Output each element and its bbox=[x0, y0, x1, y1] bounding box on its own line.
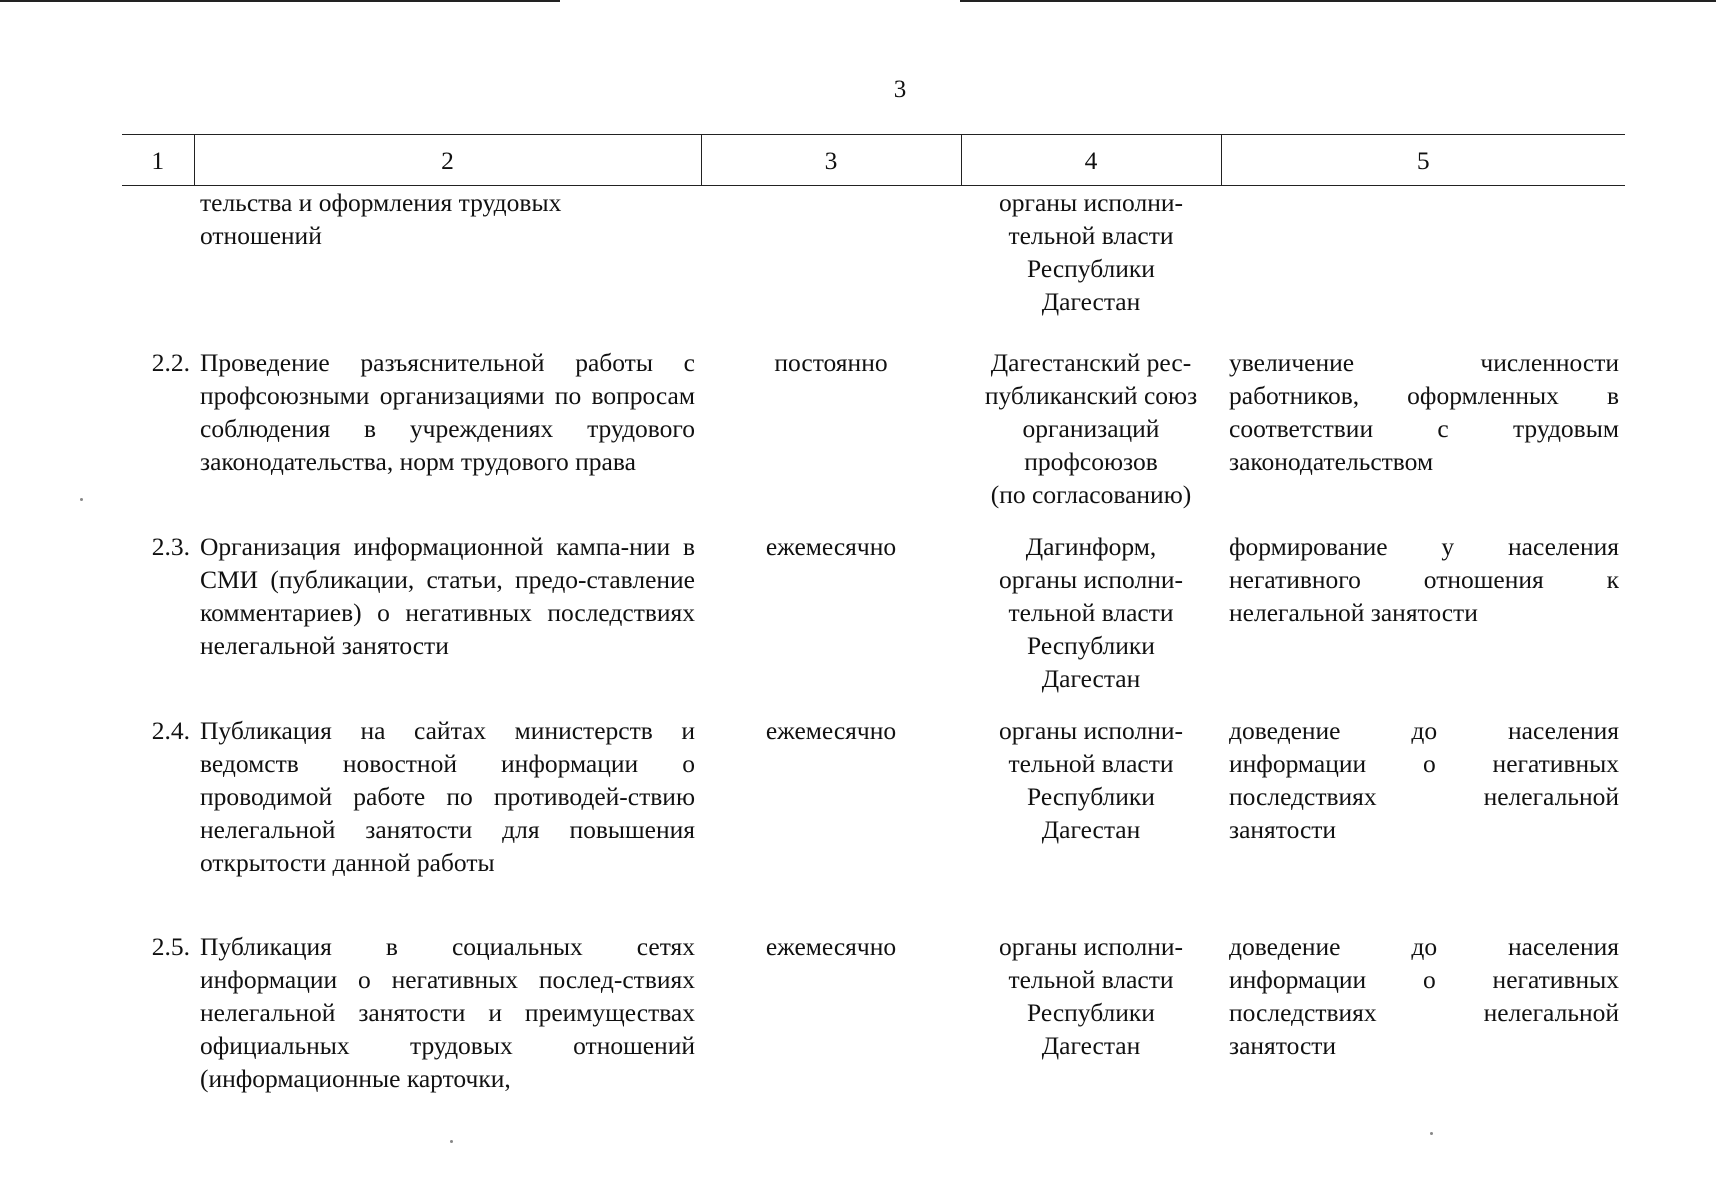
row-term: ежемесячно bbox=[765, 932, 897, 961]
row-action: тельства и оформления трудовых отношений bbox=[200, 188, 562, 250]
row-result bbox=[1221, 186, 1625, 347]
row-term: постоянно bbox=[774, 348, 888, 377]
table-row bbox=[122, 530, 1625, 714]
row-number: 2.2. bbox=[151, 348, 190, 377]
column-header-2: 2 bbox=[194, 135, 701, 186]
row-executor: Дагинформ, органы исполни- тельной власти Республики Дагестан bbox=[999, 532, 1183, 693]
row-result: формирование у населения негативного отношения к нелегальной занятости bbox=[1229, 532, 1619, 627]
row-number bbox=[122, 186, 194, 347]
table-header-row bbox=[122, 135, 1625, 186]
row-action: Публикация на сайтах министерств и ведомств новостной информации о проводимой работе по противодей-ствию нелегальной занятости для повышения открытости данной работы bbox=[200, 716, 695, 877]
row-executor: Дагестанский рес- публиканский союз организаций профсоюзов (по согласованию) bbox=[984, 348, 1198, 509]
column-header-3: 3 bbox=[701, 135, 961, 186]
row-result: доведение до населения информации о негативных последствиях нелегальной занятости bbox=[1229, 716, 1619, 844]
column-header-5: 5 bbox=[1221, 135, 1625, 186]
page-number: 3 bbox=[893, 76, 907, 103]
row-number: 2.5. bbox=[151, 932, 190, 961]
table-row bbox=[122, 346, 1625, 530]
table-row bbox=[122, 186, 1625, 347]
row-action: Проведение разъяснительной работы с профсоюзными организациями по вопросам соблюдения в учреждениях трудового законодательства, норм трудового права bbox=[200, 348, 695, 476]
row-executor: органы исполни- тельной власти Республики Дагестан bbox=[999, 188, 1183, 316]
column-header-1: 1 bbox=[122, 135, 194, 186]
table-row bbox=[122, 714, 1625, 930]
table-row bbox=[122, 930, 1625, 1095]
row-action: Публикация в социальных сетях информации о негативных послед-ствиях нелегальной занятости и преимуществах официальных трудовых отношений (информационные карточки, bbox=[200, 932, 695, 1093]
row-term: ежемесячно bbox=[765, 716, 897, 745]
row-result: увеличение численности работников, оформленных в соответствии с трудовым законодательством bbox=[1229, 348, 1619, 476]
row-executor: органы исполни- тельной власти Республики Дагестан bbox=[999, 716, 1183, 844]
row-number: 2.4. bbox=[151, 716, 190, 745]
scan-speck bbox=[450, 1140, 453, 1143]
scan-speck bbox=[80, 498, 83, 501]
row-number: 2.3. bbox=[151, 532, 190, 561]
row-term: ежемесячно bbox=[765, 532, 897, 561]
scan-edge-line-left bbox=[0, 0, 560, 2]
plan-table bbox=[122, 134, 1625, 1095]
row-term bbox=[701, 186, 961, 347]
scan-speck bbox=[1430, 1132, 1433, 1135]
column-header-4: 4 bbox=[961, 135, 1221, 186]
scan-edge-line-right bbox=[960, 0, 1716, 2]
row-result: доведение до населения информации о негативных последствиях нелегальной занятости bbox=[1229, 932, 1619, 1060]
row-action: Организация информационной кампа-нии в СМИ (публикации, статьи, предо-ставление комментариев) о негативных последствиях нелегальной занятости bbox=[200, 532, 695, 660]
row-executor: органы исполни- тельной власти Республики Дагестан bbox=[999, 932, 1183, 1060]
